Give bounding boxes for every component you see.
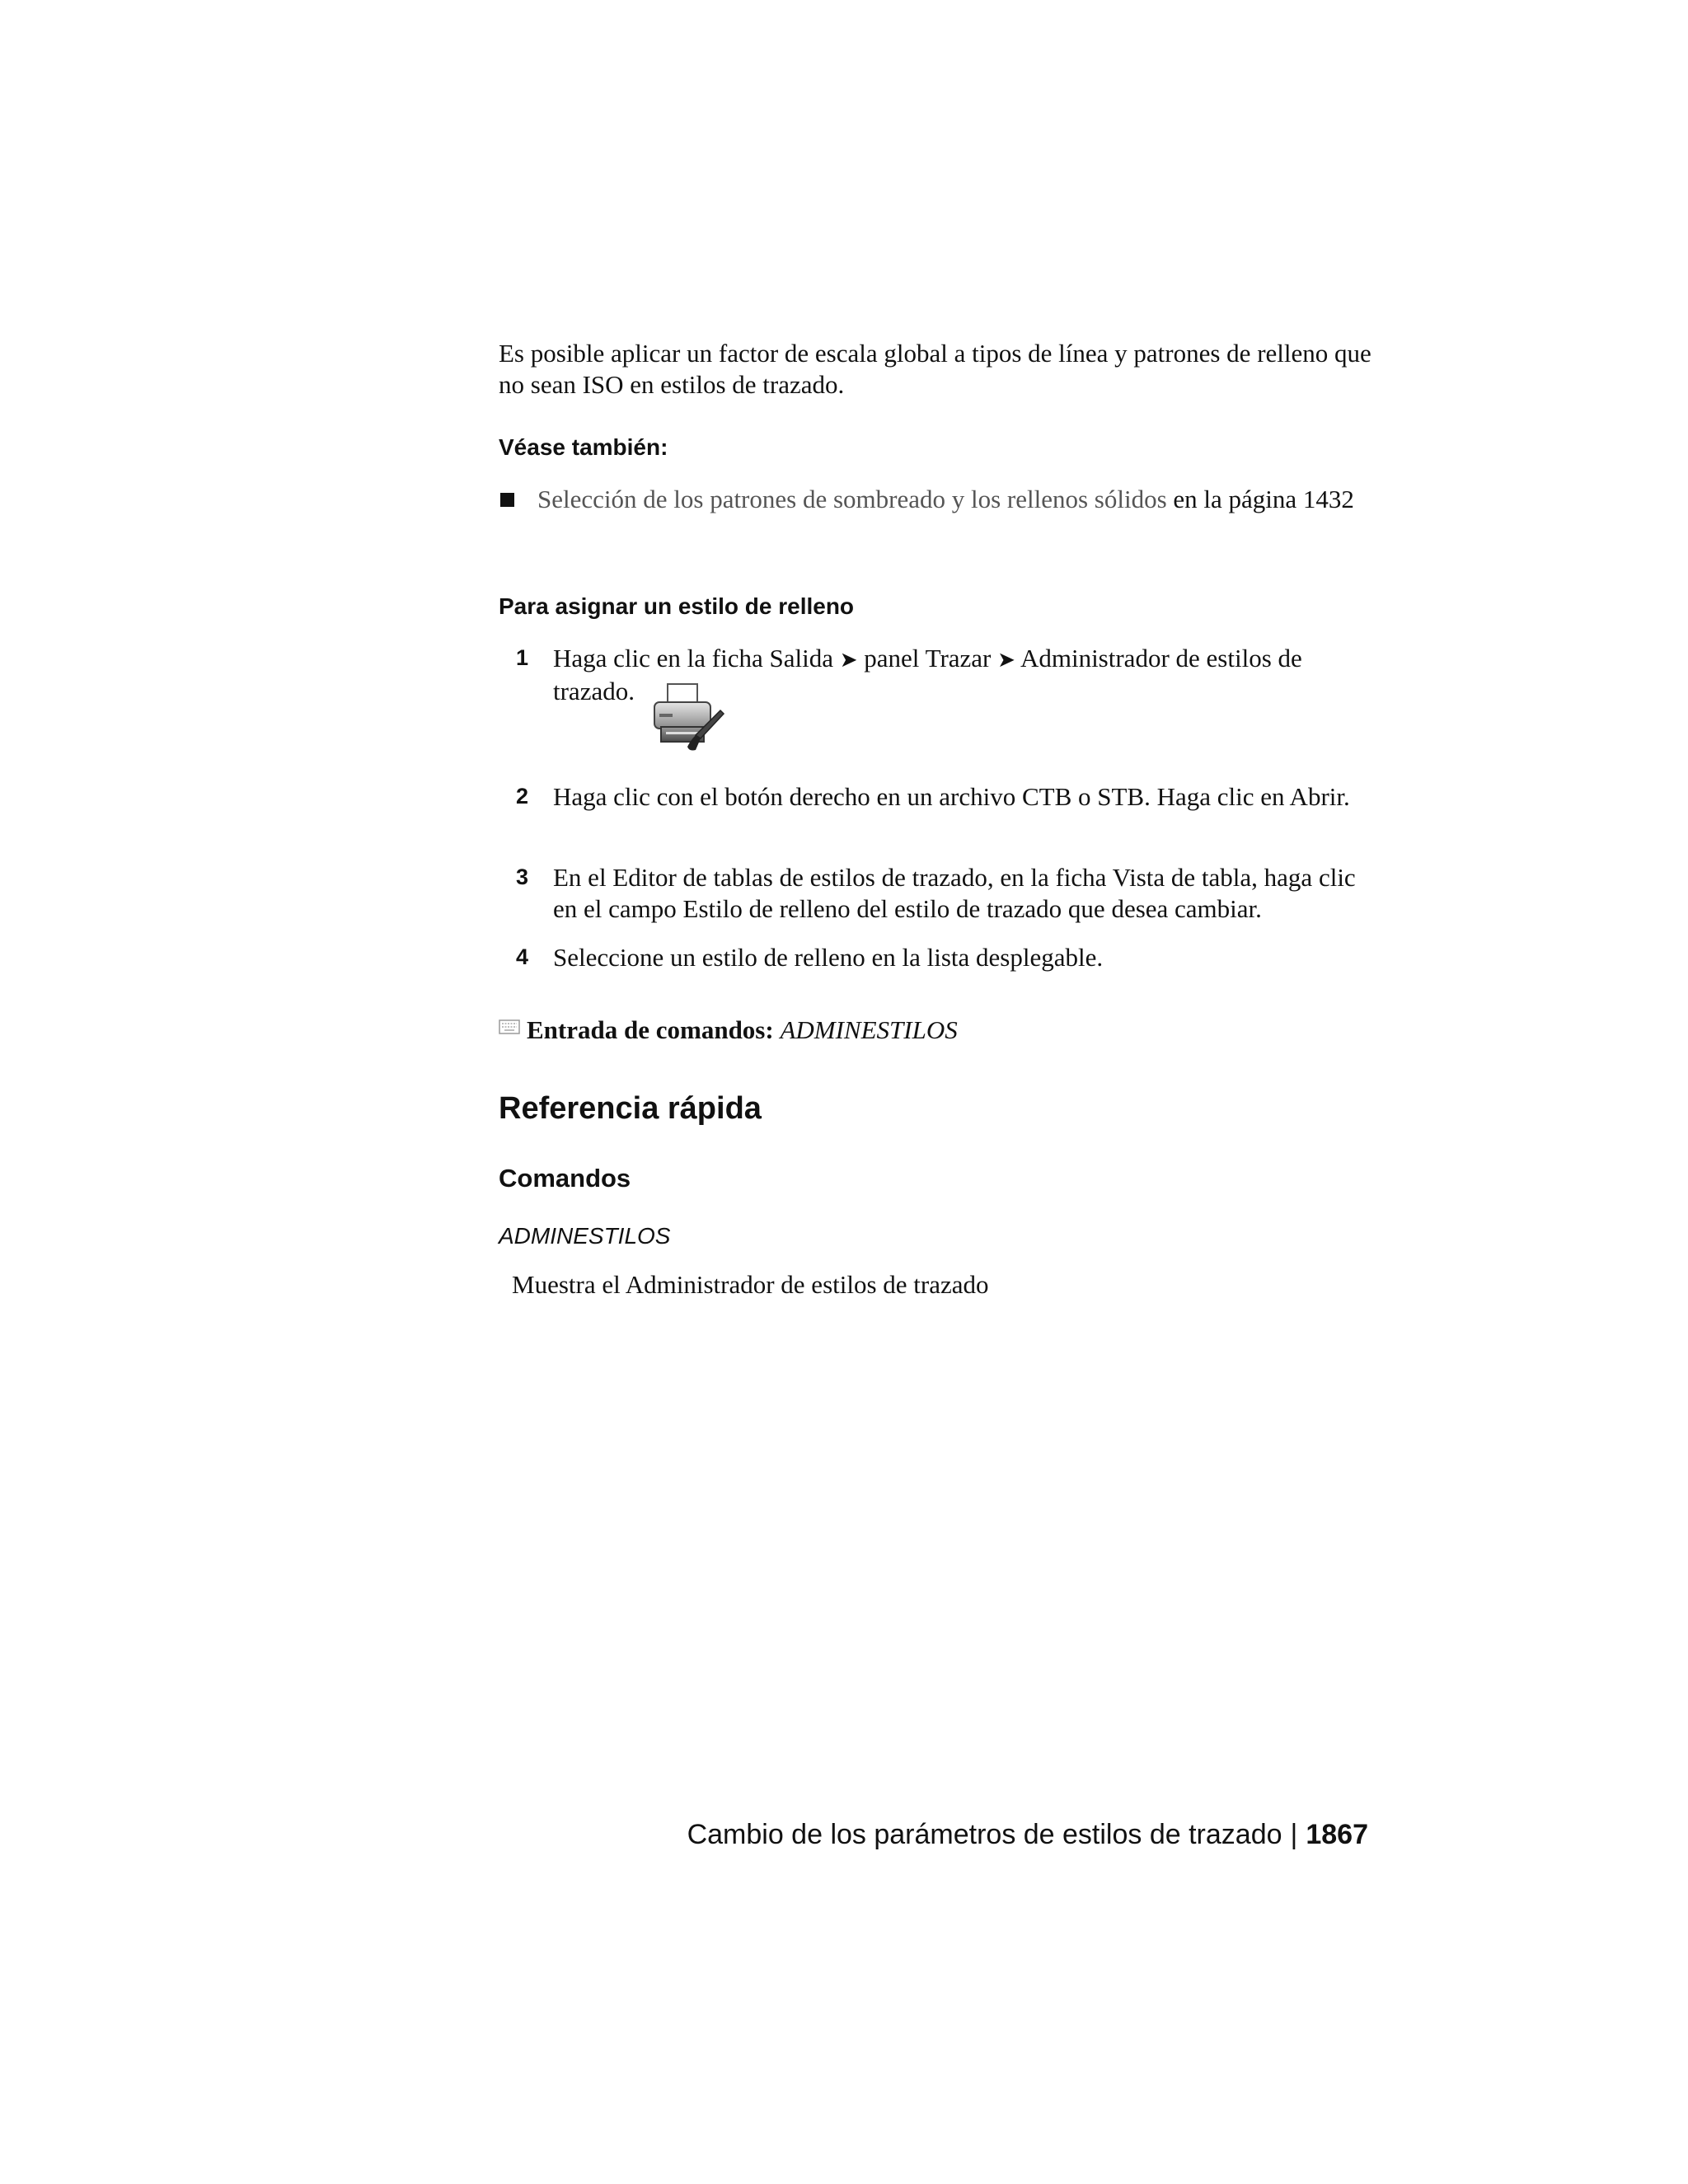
step-1-part-3: Administrador de estilos de trazado.	[553, 644, 1302, 705]
step-number: 2	[516, 784, 529, 808]
command-name[interactable]: ADMINESTILOS	[499, 1223, 671, 1249]
step-number: 3	[516, 865, 529, 889]
step-number: 1	[516, 645, 529, 670]
step-1-part-2: panel Trazar	[857, 644, 998, 673]
command-entry-value: ADMINESTILOS	[780, 1015, 958, 1044]
arrow-right-icon: ➤	[839, 648, 858, 673]
footer-separator: |	[1290, 1819, 1298, 1850]
see-also-link[interactable]: Selección de los patrones de sombreado y los rellenos sólidos	[537, 485, 1167, 513]
command-entry-label: Entrada de comandos:	[527, 1015, 774, 1044]
square-bullet-icon	[500, 493, 514, 507]
page-footer	[687, 1816, 1368, 1853]
step-3-text: En el Editor de tablas de estilos de trazado, en la ficha Vista de tabla, haga clic en el campo Estilo de relleno del estilo de trazado que desea cambiar.	[553, 863, 1356, 923]
quick-reference-heading: Referencia rápida	[499, 1091, 762, 1126]
step-2-text: Haga clic con el botón derecho en un archivo CTB o STB. Haga clic en Abrir.	[553, 782, 1350, 811]
command-description: Muestra el Administrador de estilos de trazado	[512, 1270, 989, 1299]
step-4-text: Seleccione un estilo de relleno en la lista desplegable.	[553, 943, 1104, 972]
procedure-heading: Para asignar un estilo de relleno	[499, 593, 855, 619]
keyboard-icon	[499, 1011, 520, 1028]
step-number: 4	[516, 944, 529, 969]
see-also-item	[537, 484, 1386, 515]
step-1-part-1: Haga clic en la ficha Salida	[553, 644, 840, 673]
command-entry	[499, 1011, 958, 1046]
intro-paragraph: Es posible aplicar un factor de escala global a tipos de línea y patrones de relleno que no sean ISO en estilos de trazado.	[499, 339, 1372, 399]
see-also-page-ref: en la página 1432	[1166, 485, 1354, 513]
commands-heading: Comandos	[499, 1164, 631, 1193]
arrow-right-icon: ➤	[997, 648, 1015, 673]
page-number: 1867	[1306, 1819, 1368, 1850]
see-also-heading: Véase también:	[499, 434, 668, 460]
plot-style-manager-icon	[649, 681, 725, 755]
footer-section-title: Cambio de los parámetros de estilos de trazado	[687, 1819, 1282, 1850]
